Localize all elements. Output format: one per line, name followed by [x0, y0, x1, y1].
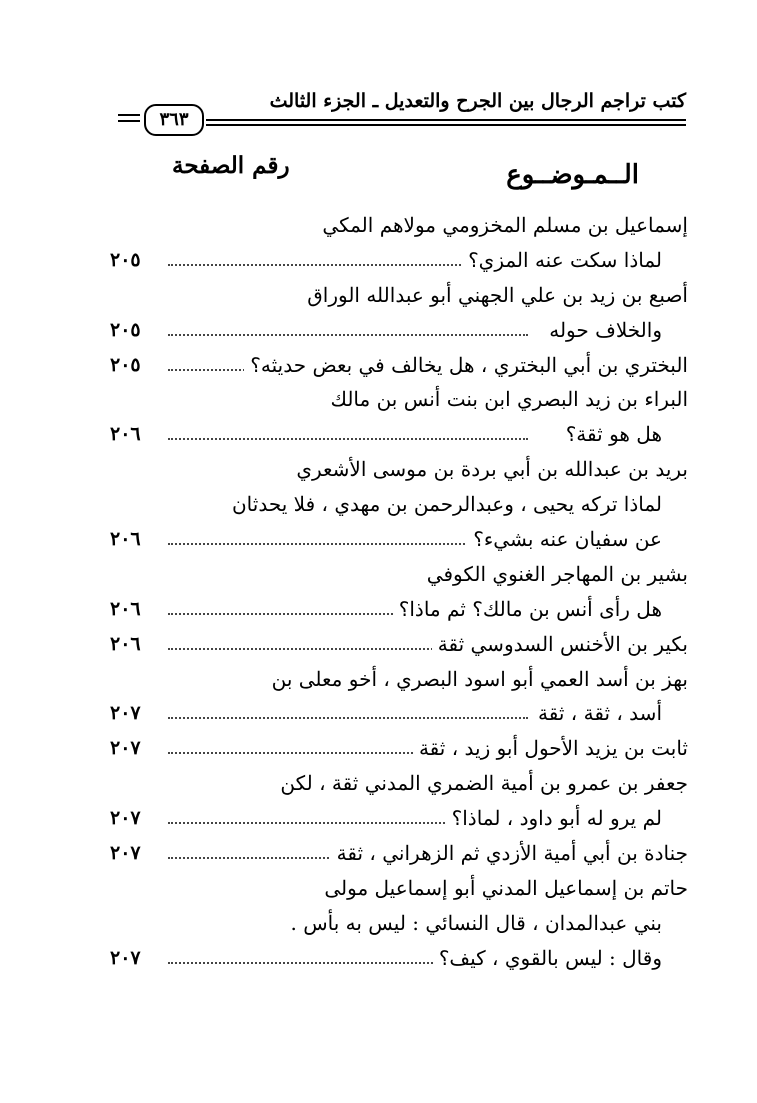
entry-text: حاتم بن إسماعيل المدني أبو إسماعيل مولى [318, 871, 688, 905]
entry-page-number: ٢٠٥ [110, 243, 145, 277]
header-rule-top [206, 119, 686, 121]
dot-leader [168, 438, 528, 440]
index-entry [110, 487, 688, 522]
index-entry [110, 906, 688, 941]
entry-text: أصبع بن زيد بن علي الجهني أبو عبدالله الوراق [301, 278, 688, 312]
entry-text: البختري بن أبي البختري ، هل يخالف في بعض حديثه؟ [244, 348, 688, 382]
entry-page-number: ٢٠٥ [110, 313, 145, 347]
entry-text: لماذا سكت عنه المزي؟ [462, 243, 662, 277]
header-rule-left-bottom [118, 120, 140, 122]
topic-column-heading: الــمـوضــوع [506, 160, 639, 190]
entry-text: جنادة بن أبي أمية الأزدي ثم الزهراني ، ثقة [331, 836, 688, 870]
entry-page-number: ٢٠٧ [110, 836, 145, 870]
index-entry [110, 592, 688, 627]
running-title: كتب تراجم الرجال بين الجرح والتعديل ـ الجزء الثالث [269, 90, 686, 112]
entry-page-number: ٢٠٧ [110, 696, 145, 730]
entry-text: لم يرو له أبو داود ، لماذا؟ [446, 801, 662, 835]
entry-text: بكير بن الأخنس السدوسي ثقة [432, 627, 688, 661]
entry-text: لماذا تركه يحيى ، وعبدالرحمن بن مهدي ، فلا يحدثان [226, 487, 662, 521]
entry-text: بهز بن أسد العمي أبو اسود البصري ، أخو معلى بن [266, 662, 688, 696]
entry-page-number: ٢٠٧ [110, 941, 145, 975]
index-entry [110, 801, 688, 836]
entry-page-number: ٢٠٦ [110, 592, 145, 626]
entry-page-number: ٢٠٦ [110, 417, 145, 451]
entry-text: بشير بن المهاجر الغنوي الكوفي [421, 557, 688, 591]
entry-page-number: ٢٠٦ [110, 627, 145, 661]
entry-text: عن سفيان عنه بشيء؟ [467, 522, 662, 556]
page-number: ٣٦٣ [144, 104, 204, 136]
index-entry [110, 696, 688, 731]
entry-text: جعفر بن عمرو بن أمية الضمري المدني ثقة ، لكن [274, 766, 688, 800]
entry-text: والخلاف حوله [543, 313, 662, 347]
index-entry [110, 731, 688, 766]
entry-text: وقال : ليس بالقوي ، كيف؟ [433, 941, 662, 975]
entry-text: بريد بن عبدالله بن أبي بردة بن موسى الأشعري [290, 452, 688, 486]
index-entry [110, 243, 688, 278]
index-entry [110, 871, 688, 906]
entry-page-number: ٢٠٦ [110, 522, 145, 556]
header-rule-left-top [118, 114, 140, 116]
index-entry [110, 417, 688, 452]
dot-leader [168, 717, 528, 719]
entry-text: إسماعيل بن مسلم المخزومي مولاهم المكي [316, 208, 688, 242]
entry-page-number: ٢٠٧ [110, 801, 145, 835]
index-entry [110, 452, 688, 487]
entry-text: ثابت بن يزيد الأحول أبو زيد ، ثقة [413, 731, 688, 765]
entry-text: أسد ، ثقة ، ثقة [532, 696, 662, 730]
index-entry [110, 348, 688, 383]
index-entry [110, 522, 688, 557]
index-entry [110, 557, 688, 592]
entry-text: بني عبدالمدان ، قال النسائي : ليس به بأس . [285, 906, 663, 940]
index-entry [110, 766, 688, 801]
entry-text: البراء بن زيد البصري ابن بنت أنس بن مالك [324, 382, 688, 416]
index-entry [110, 662, 688, 697]
index-entry [110, 627, 688, 662]
index-entry [110, 278, 688, 313]
index-entries [110, 208, 688, 976]
index-entry [110, 836, 688, 871]
header-rule-bottom [206, 124, 686, 126]
entry-page-number: ٢٠٥ [110, 348, 145, 382]
page-column-heading: رقم الصفحة [172, 152, 290, 179]
entry-text: هل رأى أنس بن مالك؟ ثم ماذا؟ [393, 592, 662, 626]
running-header [118, 88, 686, 132]
dot-leader [168, 334, 528, 336]
index-entry [110, 208, 688, 243]
index-entry [110, 382, 688, 417]
index-entry [110, 941, 688, 976]
entry-page-number: ٢٠٧ [110, 731, 145, 765]
entry-text: هل هو ثقة؟ [560, 417, 662, 451]
index-entry [110, 313, 688, 348]
